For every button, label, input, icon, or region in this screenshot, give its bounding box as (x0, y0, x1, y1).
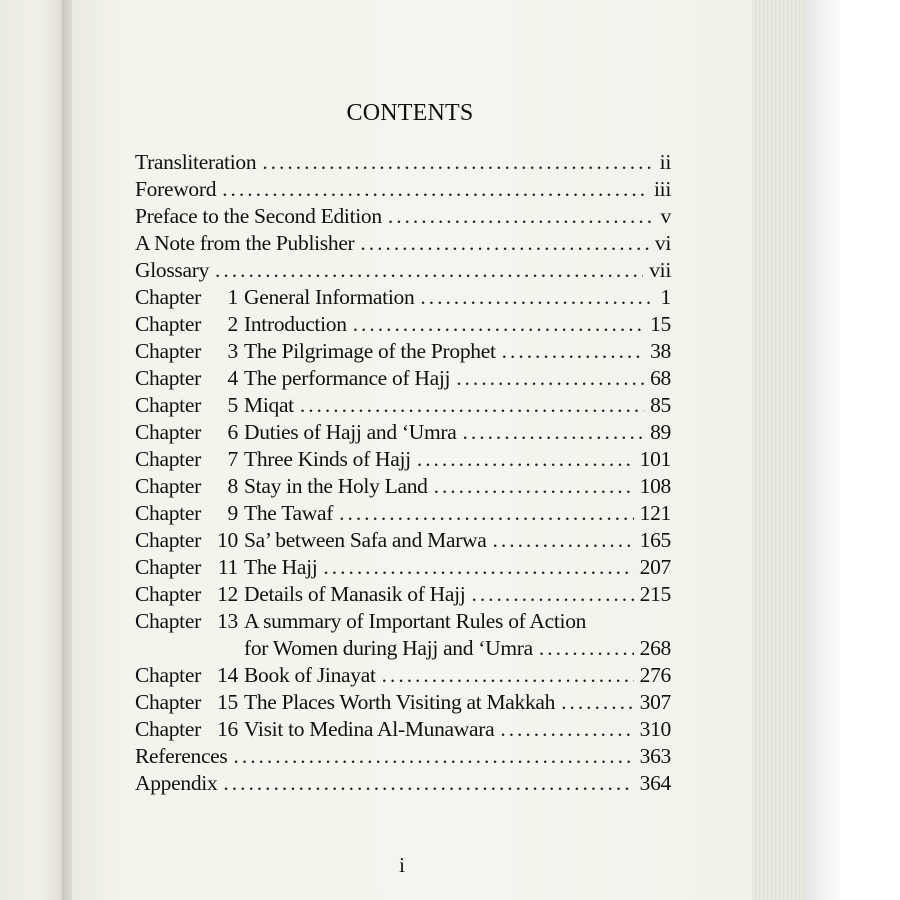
toc-entry-title: The Hajj (244, 555, 318, 579)
toc-entry-title: Visit to Medina Al-Munawara (244, 717, 495, 741)
toc-entry (135, 474, 671, 501)
toc-entry-title: Introduction (244, 312, 347, 336)
chapter-number: Chapter 1 (135, 285, 238, 309)
toc-entry-page: 364 (639, 771, 671, 795)
toc-entry (135, 177, 671, 204)
toc-entry-page: 276 (639, 663, 671, 687)
toc-entry (135, 150, 671, 177)
toc-entry (135, 663, 671, 690)
chapter-number: Chapter 2 (135, 312, 238, 336)
book-shadow (804, 0, 844, 900)
toc-entry-title: A Note from the Publisher (135, 231, 355, 255)
toc-entry-page: 268 (639, 636, 671, 660)
dot-leader (388, 204, 651, 229)
toc-entry (135, 771, 671, 798)
chapter-number: Chapter 16 (135, 717, 238, 741)
toc-entry-page: 1 (660, 285, 671, 309)
toc-entry-page: 68 (650, 366, 671, 390)
toc-entry-page: 307 (639, 690, 671, 714)
dot-leader (500, 717, 633, 742)
toc-entry-page: v (660, 204, 671, 228)
toc-entry-page: 363 (639, 744, 671, 768)
toc-entry-page: ii (659, 150, 671, 174)
dot-leader (353, 312, 644, 337)
toc-entry (135, 366, 671, 393)
dot-leader (434, 474, 634, 499)
chapter-number: Chapter 12 (135, 582, 238, 606)
chapter-number: Chapter 3 (135, 339, 238, 363)
toc-entry (135, 420, 671, 447)
toc-entry-title: Stay in the Holy Land (244, 474, 428, 498)
dot-leader (222, 177, 648, 202)
dot-leader (502, 339, 644, 364)
toc-entry-title: Glossary (135, 258, 210, 282)
dot-leader (417, 447, 634, 472)
toc-entry-title: Sa’ between Safa and Marwa (244, 528, 487, 552)
toc-entry (135, 744, 671, 771)
dot-leader (323, 555, 633, 580)
dot-leader (471, 582, 633, 607)
toc-entry (135, 501, 671, 528)
dot-leader (223, 771, 633, 796)
toc-entry-page: 108 (639, 474, 671, 498)
toc-entry-title: Preface to the Second Edition (135, 204, 382, 228)
dot-leader (539, 636, 634, 661)
toc-entry-page: 101 (639, 447, 671, 471)
toc-entry-page: vi (654, 231, 671, 255)
toc-entry-title: Book of Jinayat (244, 663, 376, 687)
toc-entry-title: Miqat (244, 393, 294, 417)
dot-leader (561, 690, 634, 715)
left-page (0, 0, 68, 900)
toc-entry-title: The Pilgrimage of the Prophet (244, 339, 496, 363)
toc-entry (135, 231, 671, 258)
dot-leader (463, 420, 645, 445)
toc-entry-title: The performance of Hajj (244, 366, 451, 390)
toc-entry-page: 215 (639, 582, 671, 606)
chapter-number: Chapter 6 (135, 420, 238, 444)
toc-entry-title: Transliteration (135, 150, 257, 174)
toc-entry (135, 609, 671, 636)
chapter-number: Chapter 4 (135, 366, 238, 390)
toc-entry (135, 204, 671, 231)
page-number: i (399, 853, 405, 877)
toc-entry-continued (135, 636, 671, 663)
chapter-number: Chapter 15 (135, 690, 238, 714)
toc-entry-page: 15 (650, 312, 671, 336)
toc-entry (135, 393, 671, 420)
toc-entry (135, 690, 671, 717)
toc-entry-title: The Tawaf (244, 501, 334, 525)
dot-leader (300, 393, 644, 418)
dot-leader (234, 744, 634, 769)
chapter-number: Chapter 14 (135, 663, 238, 687)
chapter-number: Chapter 8 (135, 474, 238, 498)
chapter-number: Chapter 7 (135, 447, 238, 471)
toc-entry (135, 312, 671, 339)
toc-entry-page: 121 (639, 501, 671, 525)
toc-entry (135, 555, 671, 582)
page-edges (752, 0, 804, 900)
toc-entry (135, 582, 671, 609)
toc-entry (135, 339, 671, 366)
dot-leader (360, 231, 648, 256)
contents-heading: CONTENTS (346, 100, 474, 126)
toc-entry-page: 165 (639, 528, 671, 552)
dot-leader (262, 150, 651, 175)
toc-entry (135, 258, 671, 285)
toc-entry-title: A summary of Important Rules of Action (244, 609, 587, 633)
dot-leader (493, 528, 634, 553)
dot-leader (339, 501, 634, 526)
toc-entry (135, 717, 671, 744)
toc-entry-title-line2: for Women during Hajj and ‘Umra (244, 636, 533, 660)
toc-entry-title: Duties of Hajj and ‘Umra (244, 420, 457, 444)
toc-entry-page: 207 (639, 555, 671, 579)
toc-entry-title: Foreword (135, 177, 217, 201)
chapter-number: Chapter 13 (135, 609, 238, 633)
table-of-contents (135, 150, 671, 798)
chapter-number: Chapter 5 (135, 393, 238, 417)
dot-leader (215, 258, 643, 283)
toc-entry-title: The Places Worth Visiting at Makkah (244, 690, 556, 714)
chapter-number: Chapter 10 (135, 528, 238, 552)
toc-entry (135, 528, 671, 555)
chapter-number: Chapter 11 (135, 555, 238, 579)
dot-leader (456, 366, 644, 391)
toc-entry-page: 310 (639, 717, 671, 741)
dot-leader (420, 285, 651, 310)
toc-entry-page: 38 (650, 339, 671, 363)
toc-entry-title: General Information (244, 285, 415, 309)
toc-entry (135, 285, 671, 312)
dot-leader (382, 663, 634, 688)
toc-entry-title: Appendix (135, 771, 218, 795)
toc-entry (135, 447, 671, 474)
toc-entry-page: 85 (650, 393, 671, 417)
toc-entry-title: Details of Manasik of Hajj (244, 582, 466, 606)
toc-entry-title: Three Kinds of Hajj (244, 447, 411, 471)
chapter-number: Chapter 9 (135, 501, 238, 525)
toc-entry-page: vii (649, 258, 671, 282)
toc-entry-page: iii (653, 177, 671, 201)
toc-entry-title: References (135, 744, 228, 768)
toc-entry-page: 89 (650, 420, 671, 444)
